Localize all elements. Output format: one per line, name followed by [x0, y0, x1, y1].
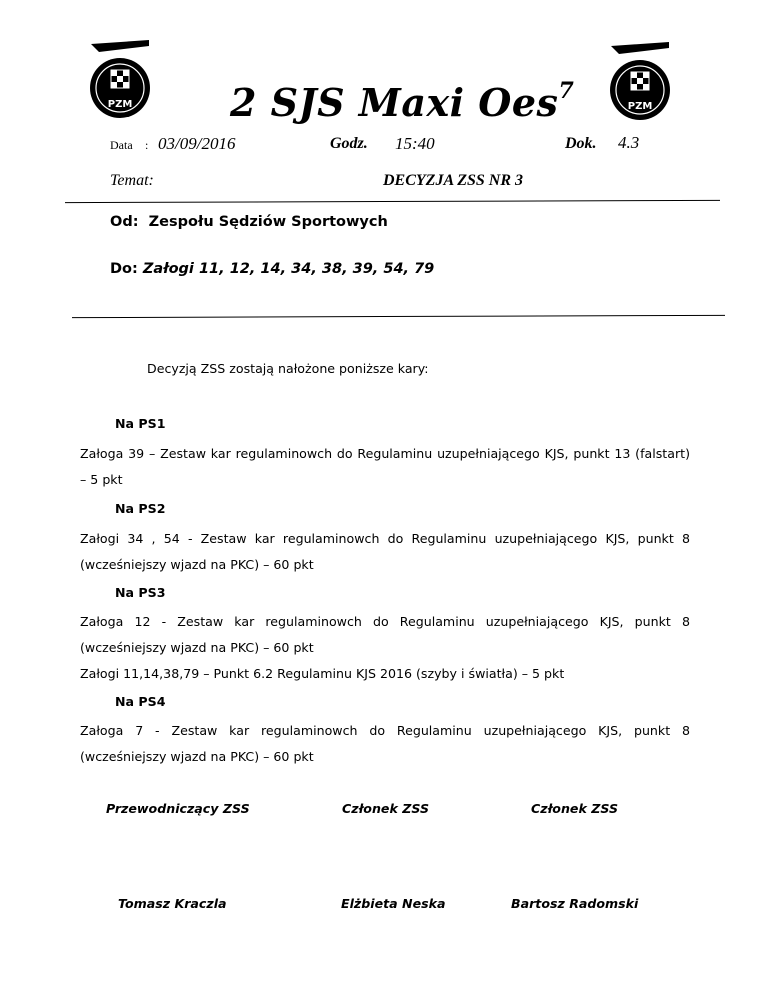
ps3-entry-1: Załoga 12 - Zestaw kar regulaminowch do Regulaminu uzupełniającego KJS, punkt 8 (wcześniejszy wjazd na PKC) – 60 pkt — [80, 614, 690, 655]
addressee-divider — [72, 315, 725, 318]
ps3-heading: Na PS3 — [115, 585, 166, 600]
logo-text: PZM — [107, 99, 133, 110]
ps2-heading: Na PS2 — [115, 501, 166, 516]
date-label: Data — [110, 138, 133, 152]
pzm-logo-left — [85, 40, 155, 122]
subject-label: Temat: — [110, 172, 154, 189]
signature-name-member-1: Elżbieta Neska — [341, 896, 446, 911]
subject-value: DECYZJA ZSS NR 3 — [383, 172, 524, 189]
signature-role-chair: Przewodniczący ZSS — [106, 801, 250, 816]
title-superscript: 7 — [558, 78, 575, 105]
ps4-heading: Na PS4 — [115, 694, 166, 709]
signature-name-member-2: Bartosz Radomski — [511, 896, 639, 911]
signature-role-member-1: Członek ZSS — [342, 801, 430, 816]
date-separator: : — [145, 138, 149, 152]
logo-text: PZM — [627, 101, 653, 112]
doc-value: 4.3 — [618, 133, 640, 152]
from-line — [110, 214, 388, 230]
to-label: Do: — [110, 261, 138, 277]
signature-name-chair: Tomasz Kraczla — [118, 896, 227, 911]
ps4-entry: Załoga 7 - Zestaw kar regulaminowch do Regulaminu uzupełniającego KJS, punkt 8 (wcześniejszy wjazd na PKC) – 60 pkt — [80, 723, 690, 764]
doc-label: Dok. — [565, 135, 597, 152]
to-line — [110, 261, 434, 277]
intro-text: Decyzją ZSS zostają nałożone poniższe kary: — [147, 361, 429, 376]
from-label: Od: — [110, 214, 139, 230]
document-title: 2 SJS Maxi Oes$^7$ — [230, 78, 575, 125]
to-value: Załogi 11, 12, 14, 34, 38, 39, 54, 79 — [142, 261, 435, 277]
ps2-entry: Załogi 34 , 54 - Zestaw kar regulaminowch do Regulaminu uzupełniającego KJS, punkt 8 (wcześniejszy wjazd na PKC) – 60 pkt — [80, 531, 690, 572]
signature-role-member-2: Członek ZSS — [531, 801, 619, 816]
header-divider — [65, 200, 720, 203]
ps1-entry: Załoga 39 – Zestaw kar regulaminowch do Regulaminu uzupełniającego KJS, punkt 13 (falstart) – 5 pkt — [80, 446, 690, 487]
from-value: Zespołu Sędziów Sportowych — [148, 214, 388, 230]
ps1-heading: Na PS1 — [115, 416, 166, 431]
ps3-entry-2: Załogi 11,14,38,79 – Punkt 6.2 Regulaminu KJS 2016 (szyby i światła) – 5 pkt — [80, 666, 565, 681]
date-value: 03/09/2016 — [158, 134, 236, 153]
time-value: 15:40 — [395, 134, 435, 153]
time-label: Godz. — [330, 135, 368, 152]
pzm-logo-right — [605, 42, 675, 124]
